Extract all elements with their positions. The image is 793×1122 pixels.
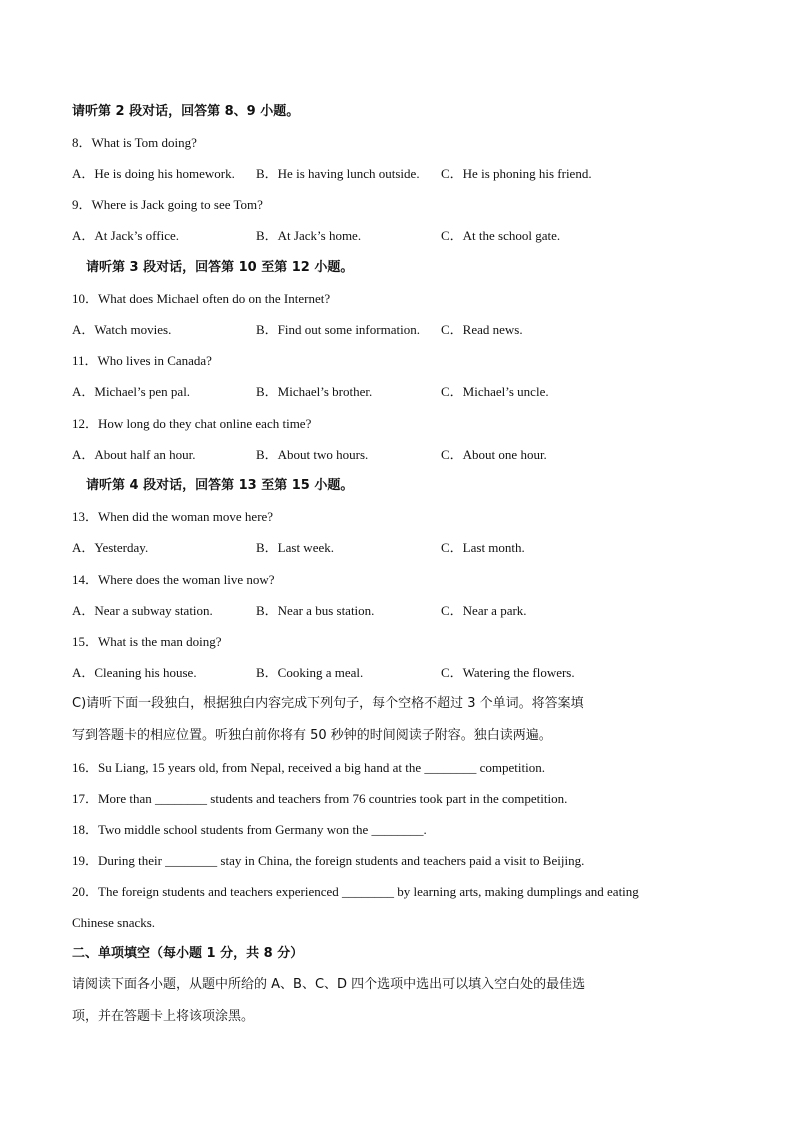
question-10-option-b: B．Find out some information. (256, 322, 420, 337)
question-8: 8．What is Tom doing? (72, 135, 197, 150)
question-14-option-c: C．Near a park. (441, 603, 527, 618)
question-9: 9．Where is Jack going to see Tom? (72, 197, 263, 212)
question-8-option-b: B．He is having lunch outside. (256, 166, 420, 181)
question-15-option-a: A．Cleaning his house. (72, 665, 197, 680)
question-15-option-b: B．Cooking a meal. (256, 665, 364, 680)
question-10-option-c: C．Read news. (441, 322, 523, 337)
section-2-header: 请听第 2 段对话，回答第 8、9 小题。 (72, 104, 300, 119)
question-9-option-b: B．At Jack’s home. (256, 228, 362, 243)
part-c-instruction-line-2: 写到答题卡的相应位置。听独白前你将有 50 秒钟的时间阅读子附容。独白读两遍。 (72, 728, 552, 743)
section-3-header: 请听第 3 段对话，回答第 10 至第 12 小题。 (86, 260, 354, 275)
part-2-instruction-line-1: 请阅读下面各小题，从题中所给的 A、B、C、D 四个选项中选出可以填入空白处的最佳选 (72, 977, 586, 992)
part-c-instruction-line-1: C)请听下面一段独白，根据独白内容完成下列句子，每个空格不超过 3 个单词。将答案填 (72, 696, 584, 711)
question-10-option-a: A．Watch movies. (72, 322, 172, 337)
question-16: 16．Su Liang, 15 years old, from Nepal, received a big hand at the ________ competition. (72, 760, 545, 775)
question-14: 14．Where does the woman live now? (72, 572, 275, 587)
question-14-option-a: A．Near a subway station. (72, 603, 213, 618)
section-4-header: 请听第 4 段对话，回答第 13 至第 15 小题。 (86, 478, 354, 493)
question-9-option-a: A．At Jack’s office. (72, 228, 179, 243)
question-13-option-c: C．Last month. (441, 540, 525, 555)
question-15: 15．What is the man doing? (72, 634, 222, 649)
question-8-option-a: A．He is doing his homework. (72, 166, 235, 181)
question-8-option-c: C．He is phoning his friend. (441, 166, 592, 181)
question-13-option-a: A．Yesterday. (72, 540, 149, 555)
question-11: 11．Who lives in Canada? (72, 353, 212, 368)
question-10: 10．What does Michael often do on the Internet? (72, 291, 331, 306)
part-2-header: 二、单项填空（每小题 1 分，共 8 分） (72, 946, 304, 961)
question-19: 19．During their ________ stay in China, the foreign students and teachers paid a visit to Beijing. (72, 853, 585, 868)
question-9-option-c: C．At the school gate. (441, 228, 561, 243)
question-18: 18．Two middle school students from Germany won the ________. (72, 822, 427, 837)
question-20-line-1: 20．The foreign students and teachers experienced ________ by learning arts, making dumplings and eating (72, 884, 639, 899)
question-13: 13．When did the woman move here? (72, 509, 274, 524)
question-20-line-2: Chinese snacks. (72, 915, 156, 930)
question-11-option-b: B．Michael’s brother. (256, 384, 373, 399)
question-15-option-c: C．Watering the flowers. (441, 665, 575, 680)
question-12-option-b: B．About two hours. (256, 447, 369, 462)
part-2-instruction-line-2: 项，并在答题卡上将该项涂黑。 (72, 1009, 255, 1024)
question-11-option-a: A．Michael’s pen pal. (72, 384, 191, 399)
question-12: 12．How long do they chat online each time? (72, 416, 312, 431)
question-14-option-b: B．Near a bus station. (256, 603, 375, 618)
question-11-option-c: C．Michael’s uncle. (441, 384, 549, 399)
question-17: 17．More than ________ students and teachers from 76 countries took part in the competition. (72, 791, 568, 806)
question-12-option-a: A．About half an hour. (72, 447, 196, 462)
question-13-option-b: B．Last week. (256, 540, 334, 555)
question-12-option-c: C．About one hour. (441, 447, 547, 462)
